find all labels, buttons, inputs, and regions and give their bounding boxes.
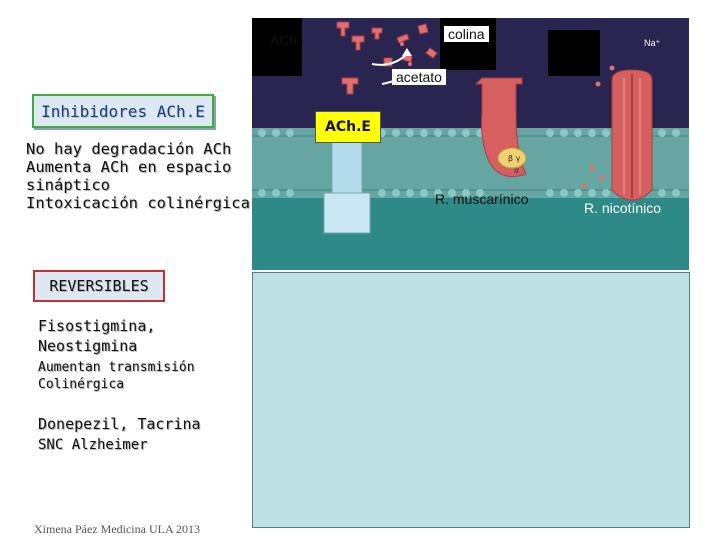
ache-label: ACh.E [325, 119, 371, 135]
r-nicotinico-text: R. nicotínico [584, 200, 662, 216]
effect-line: Aumenta ACh en espacio [26, 158, 232, 176]
r-muscarinico-label: R. muscarínico [435, 191, 529, 207]
beta-gamma-label: β γ [508, 154, 521, 163]
title-text: Inhibidores ACh.E [41, 101, 205, 121]
colina-label-box [440, 18, 496, 70]
synapse-diagram [252, 18, 689, 270]
acetato-label: acetato [392, 69, 446, 85]
ache-label-box [315, 111, 381, 143]
alpha-label: α [514, 166, 520, 175]
aumentan-text [38, 359, 195, 393]
effect-line: Aumentan transmisión [38, 360, 195, 375]
reversibles-text: REVERSIBLES [49, 277, 149, 295]
na-label: Na⁺ [644, 38, 661, 48]
effect-line: Intoxicación colinérgica [26, 194, 250, 212]
drug-line: Fisostigmina, [38, 317, 156, 335]
credit-text: Ximena Páez Medicina ULA 2013 [34, 522, 200, 536]
donepezil-text: Donepezil, Tacrina [38, 415, 201, 433]
effects-list [26, 140, 250, 212]
effect-line: No hay degradación ACh [26, 140, 232, 158]
reversibles-box [33, 270, 165, 302]
effect-line: Colinérgica [38, 377, 125, 392]
title-box-inhibidores [32, 94, 214, 128]
ach-label: ACh [270, 32, 298, 48]
r-nicotinico-label [584, 200, 661, 216]
fisostigmina-text [38, 316, 155, 356]
ach-label-box [252, 18, 302, 76]
snc-text: SNC Alzheimer [38, 437, 148, 453]
drug-line: Neostigmina [38, 337, 138, 355]
effect-line: sináptico [26, 176, 110, 194]
lower-panel [252, 272, 690, 528]
colina-label: colina [444, 26, 489, 42]
na-label-box [548, 30, 600, 76]
